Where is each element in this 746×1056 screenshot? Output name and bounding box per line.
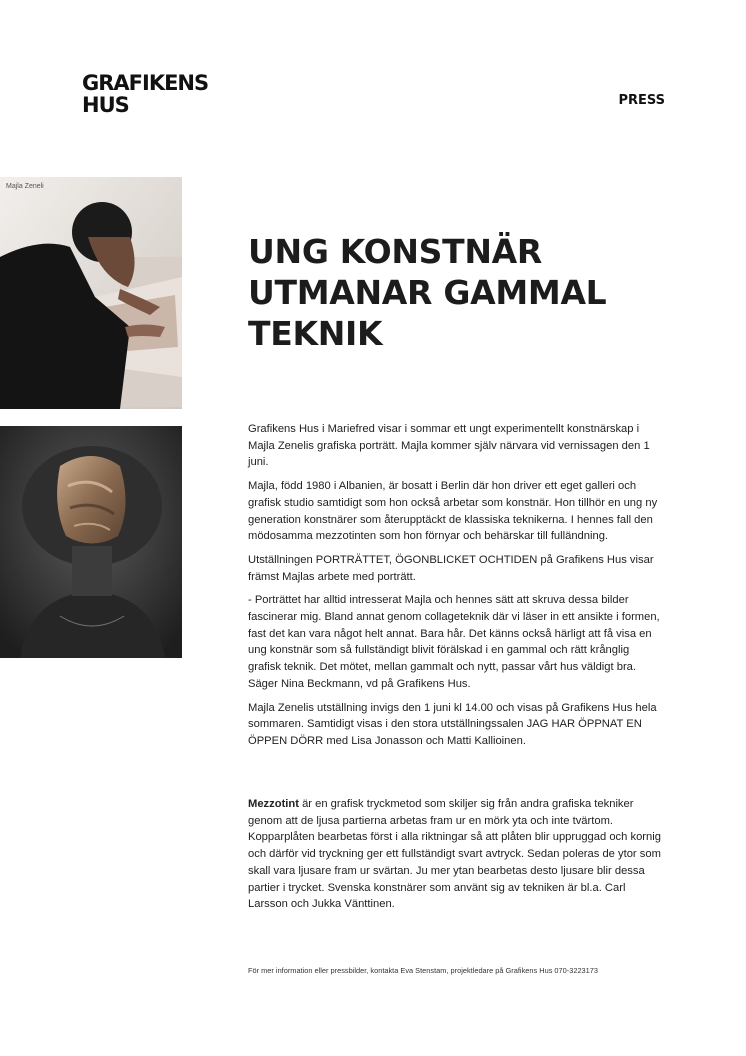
contact-footer: För mer information eller pressbilder, kontakta Eva Stenstam, projektledare på Grafikens Hus 070-3223173 xyxy=(248,966,599,975)
artist-photo-illustration xyxy=(0,177,182,409)
headline-line-2: UTMANAR GAMMAL xyxy=(248,273,607,312)
mezzotint-description: är en grafisk tryckmetod som skiljer sig från andra grafiska tekniker genom att de ljusa partierna arbetas fram ur en mörk yta och inte tvärtom. Kopparplåten bearbetas först i alla riktningar så att plåten blir uppruggad och kornig och därför vid tryckning ger ett fullständigt svart avtryck. Sedan poleras de ytor som skall vara ljusare fram ur svärtan. Ju mer ytan bearbetas desto ljusare blir dessa partier i trycket. Svenska konstnärer som använt sig av tekniken är bl.a. Carl Larsson och Jukka Vänttinen. xyxy=(248,798,661,911)
mezzotint-term: Mezzotint xyxy=(248,798,299,810)
portrait-artwork-illustration xyxy=(0,426,182,658)
body-paragraph-artist-bio: Majla, född 1980 i Albanien, är bosatt i Berlin där hon driver ett eget galleri och grafisk studio samtidigt som hon också arbetar som konstnär. Hon tillhör en ung ny generation konstnärer som återupptäckt de klassiska teknikerna. I hennes fall den mödosamma mezzotinten som hon förnyar och behärskar till fulländning. xyxy=(248,480,658,543)
mezzotint-explanation xyxy=(248,796,666,913)
body-paragraph-exhibition: Utställningen PORTRÄTTET, ÖGONBLICKET OCHTIDEN på Grafikens Hus visar främst Majlas arbete med porträtt. xyxy=(248,553,654,583)
logo-line-1: GRAFIKENS xyxy=(82,71,209,95)
photo-caption: Majla Zeneli xyxy=(6,183,44,190)
article-body xyxy=(248,421,663,757)
artist-photo xyxy=(0,177,182,409)
grafikens-hus-logo xyxy=(82,72,208,116)
body-paragraph-opening: Majla Zenelis utställning invigs den 1 juni kl 14.00 och visas på Grafikens Hus hela sommaren. Samtidigt visas i den stora utställningssalen JAG HAR ÖPPNAT EN ÖPPEN DÖRR med Lisa Jonasson och Matti Kallioinen. xyxy=(248,701,657,747)
headline-line-1: UNG KONSTNÄR xyxy=(248,232,542,271)
press-label: PRESS xyxy=(618,93,665,108)
logo-line-2: HUS xyxy=(82,93,129,117)
body-paragraph-intro: Grafikens Hus i Mariefred visar i sommar ett ungt experimentellt konstnärskap i Majla Zenelis grafiska porträtt. Majla kommer själv närvara vid vernissagen den 1 juni. xyxy=(248,423,650,469)
body-paragraph-quote: - Porträttet har alltid intresserat Majla och hennes sätt att skruva dessa bilder fascinerar mig. Bland annat genom collageteknik där vi läser in ett ansikte i formen, fast det kan vara något helt annat. Bara hår. Det känns också härligt att få visa en ung konstnär som så fullständigt blivit förälskad i en gammal och rätt krånglig grafisk teknik. Det mötet, mellan gammalt och nytt, passar vårt hus väldigt bra. Säger Nina Beckmann, vd på Grafikens Hus. xyxy=(248,594,660,690)
article-headline xyxy=(248,231,668,354)
mezzotint-portrait-artwork xyxy=(0,426,182,658)
headline-line-3: TEKNIK xyxy=(248,314,383,353)
